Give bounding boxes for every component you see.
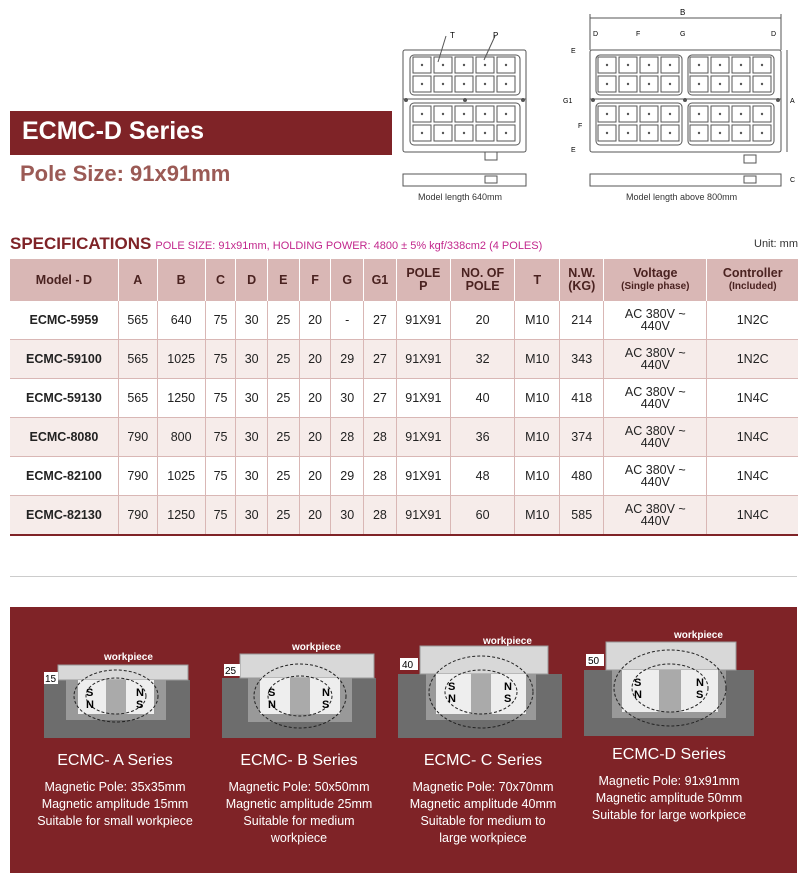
drawing-640 [398, 0, 538, 210]
caption-640: Model length 640mm [418, 192, 503, 202]
table-header-row [10, 259, 798, 301]
svg-text:S: S [86, 687, 94, 699]
pole-dot [627, 64, 629, 66]
svg-text:N: N [86, 699, 94, 711]
drawing-800-plus [560, 0, 805, 210]
pole-dot [421, 132, 423, 134]
series-a-info: ECMC- A Series Magnetic Pole: 35x35mm Magnetic amplitude 15mm Suitable for small workpiece [20, 752, 210, 830]
pole-dot [740, 113, 742, 115]
svg-text:25: 25 [225, 666, 237, 677]
pole-dot [484, 64, 486, 66]
pole-dot [421, 83, 423, 85]
col-a: A [118, 259, 157, 301]
pole-dot [627, 113, 629, 115]
pole-dot [606, 132, 608, 134]
pole-dot [648, 64, 650, 66]
svg-text:N: N [268, 699, 276, 711]
pole-dot [669, 64, 671, 66]
pole-dot [648, 132, 650, 134]
table-row: ECMC-59100 565 1025 75 30 25 20 29 27 91X91 32 M10 343 AC 380V ~ 440V 1N2C [10, 340, 798, 379]
pole-dot [719, 64, 721, 66]
pole-dot [648, 113, 650, 115]
workpiece-label: workpiece [104, 652, 153, 663]
col-f: F [299, 259, 331, 301]
col-nw: N.W. (KG) [560, 259, 604, 301]
label-d-right: D [771, 31, 777, 38]
series-d-diagram [584, 628, 756, 738]
label-a: A [790, 98, 795, 105]
pole-dot [698, 132, 700, 134]
col-b: B [157, 259, 205, 301]
pole-dot [606, 113, 608, 115]
unit-label: Unit: mm [754, 238, 798, 250]
pole-dot [761, 113, 763, 115]
table-row: ECMC-59130 565 1250 75 30 25 20 30 27 91X91 40 M10 418 AC 380V ~ 440V 1N4C [10, 379, 798, 418]
pole-dot [484, 113, 486, 115]
pole-dot [442, 64, 444, 66]
svg-text:40: 40 [402, 660, 414, 671]
pole-dot [719, 132, 721, 134]
amplitude-label: 15 [45, 674, 57, 685]
col-e: E [268, 259, 300, 301]
svg-text:N: N [448, 693, 456, 705]
col-g1: G1 [364, 259, 397, 301]
pole-dot [505, 132, 507, 134]
label-e-top: E [571, 48, 576, 55]
pole-dot [698, 64, 700, 66]
series-c-info: ECMC- C Series Magnetic Pole: 70x70mm Magnetic amplitude 40mm Suitable for medium to large workpiece [409, 752, 557, 845]
section-divider [10, 576, 797, 577]
table-row: ECMC-82130 790 1250 75 30 25 20 30 28 91X91 60 M10 585 AC 380V ~ 440V 1N4C [10, 496, 798, 536]
pole-dot [627, 132, 629, 134]
svg-text:workpiece: workpiece [483, 636, 532, 647]
pole-dot [740, 132, 742, 134]
pole-dot [669, 83, 671, 85]
label-p: P [493, 31, 499, 40]
col-d: D [236, 259, 268, 301]
pole-dot [669, 132, 671, 134]
svg-text:N: N [136, 687, 144, 699]
svg-text:S: S [696, 689, 704, 701]
label-g: G [680, 31, 686, 38]
col-c: C [205, 259, 236, 301]
svg-text:N: N [504, 681, 512, 693]
pole-dot [505, 64, 507, 66]
table-row: ECMC-82100 790 1025 75 30 25 20 29 28 91X91 48 M10 480 AC 380V ~ 440V 1N4C [10, 457, 798, 496]
pole-dot [740, 64, 742, 66]
svg-text:S: S [322, 699, 330, 711]
col-no-of-pole: NO. OF POLE [450, 259, 514, 301]
pole-dot [606, 64, 608, 66]
pole-dot [484, 83, 486, 85]
table-row: ECMC-8080 790 800 75 30 25 20 28 28 91X91 36 M10 374 AC 380V ~ 440V 1N4C [10, 418, 798, 457]
caption-800: Model length above 800mm [626, 192, 738, 202]
specifications-subtitle: POLE SIZE: 91x91mm, HOLDING POWER: 4800 ± 5% kgf/338cm2 (4 POLES) [155, 240, 543, 252]
pole-dot [698, 83, 700, 85]
pole-dot [669, 113, 671, 115]
series-title-banner [10, 111, 392, 155]
label-f: F [636, 31, 641, 38]
pole-dot [505, 83, 507, 85]
pole-dot [627, 83, 629, 85]
pole-dot [648, 83, 650, 85]
pole-dot [698, 113, 700, 115]
pole-dot [463, 83, 465, 85]
pole-dot [761, 64, 763, 66]
label-b: B [680, 8, 686, 17]
col-controller: Controller (Included) [707, 259, 798, 301]
pole-dot [463, 132, 465, 134]
label-t: T [450, 31, 455, 40]
svg-text:workpiece: workpiece [292, 642, 341, 653]
pole-dot [484, 132, 486, 134]
pole-dot [719, 113, 721, 115]
pole-dot [463, 113, 465, 115]
svg-text:S: S [136, 699, 144, 711]
svg-text:S: S [634, 677, 642, 689]
col-voltage: Voltage (Single phase) [604, 259, 707, 301]
pole-dot [740, 83, 742, 85]
label-d-left: D [593, 31, 599, 38]
series-b-info: ECMC- B Series Magnetic Pole: 50x50mm Magnetic amplitude 25mm Suitable for medium workpiece [225, 752, 373, 845]
series-d-info: ECMC-D Series Magnetic Pole: 91x91mm Magnetic amplitude 50mm Suitable for large workpiece [591, 746, 747, 822]
specifications-title: SPECIFICATIONS [10, 234, 152, 253]
col-pole: POLE P [396, 259, 450, 301]
pole-dot [421, 64, 423, 66]
label-c: C [790, 177, 796, 184]
specifications-table [10, 259, 798, 536]
label-g1: G1 [563, 98, 573, 105]
series-title: ECMC-D Series [22, 117, 204, 145]
series-c-diagram [398, 632, 564, 740]
pole-dot [505, 113, 507, 115]
svg-text:N: N [322, 687, 330, 699]
label-e-bottom: E [571, 147, 576, 154]
pole-dot [606, 83, 608, 85]
pole-dot [442, 83, 444, 85]
label-f-side: F [578, 123, 583, 130]
svg-text:workpiece: workpiece [674, 630, 723, 641]
pole-dot [719, 83, 721, 85]
pole-dot [463, 64, 465, 66]
specifications-header [10, 234, 800, 254]
svg-text:S: S [268, 687, 276, 699]
svg-text:S: S [504, 693, 512, 705]
table-row: ECMC-5959 565 640 75 30 25 20 - 27 91X91 20 M10 214 AC 380V ~ 440V 1N2C [10, 301, 798, 340]
pole-size-heading: Pole Size: 91x91mm [20, 161, 231, 186]
svg-text:S: S [448, 681, 456, 693]
pole-dot [761, 132, 763, 134]
svg-text:N: N [696, 677, 704, 689]
pole-dot [442, 132, 444, 134]
series-b-diagram [222, 640, 378, 740]
col-t: T [515, 259, 560, 301]
pole-dot [761, 83, 763, 85]
pole-dot [442, 113, 444, 115]
col-model: Model - D [10, 259, 118, 301]
pole-dot [421, 113, 423, 115]
series-a-diagram [44, 650, 194, 740]
svg-text:50: 50 [588, 656, 600, 667]
col-g: G [331, 259, 364, 301]
series-name: ECMC- A Series [57, 752, 173, 769]
svg-text:N: N [634, 689, 642, 701]
